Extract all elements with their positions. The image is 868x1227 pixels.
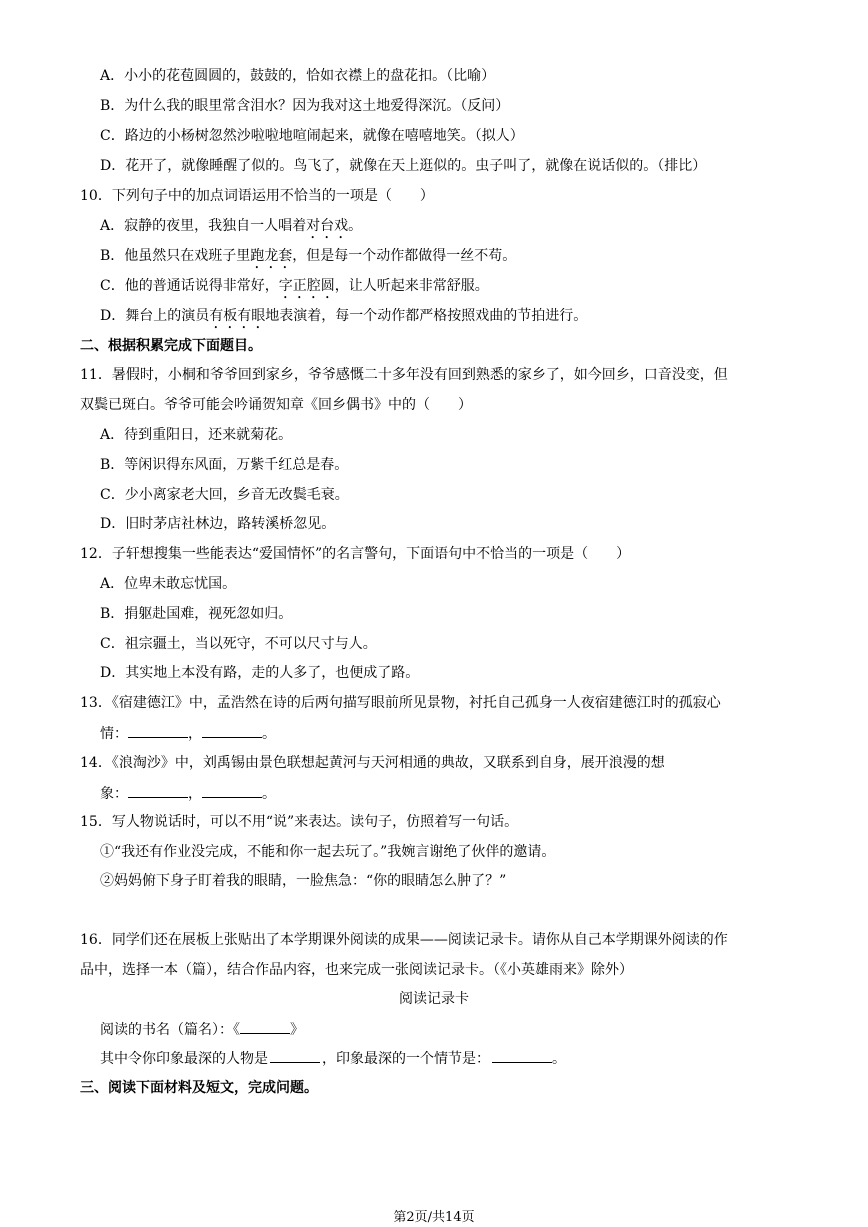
q11-option-a: A．待到重阳日，还来就菊花。 (100, 427, 293, 443)
section-2-heading: 二、根据积累完成下面题目。 (80, 338, 262, 354)
q13-stem: 13．《宿建德江》中，孟浩然在诗的后两句描写眼前所见景物，衬托自己孤身一人夜宿建德江时的孤寂心 (80, 695, 721, 711)
q14-answer-line: 象： ， 。 (100, 783, 276, 804)
q15-example-1: ①“我还有作业没完成，不能和你一起去玩了。”我婉言谢绝了伙伴的邀请。 (100, 844, 556, 860)
q13-answer-label: 情： (100, 726, 128, 742)
person-label: 其中令你印象最深的人物是 (100, 1051, 268, 1067)
q11-option-d: D．旧时茅店社林边，路转溪桥忽见。 (100, 516, 336, 532)
q10-b-text: B．他虽然只在戏班子里 (100, 248, 251, 264)
person-blank[interactable] (270, 1048, 320, 1063)
q10-option-d (100, 306, 587, 332)
q10-a-text-end: 。 (348, 218, 363, 234)
q10-stem: 10．下列句子中的加点词语运用不恰当的一项是（ ） (80, 188, 434, 204)
q11-stem-line1: 11．暑假时，小桐和爷爷回到家乡，爷爷感慨二十多年没有回到熟悉的家乡了，如今回乡，口音没变，但 (80, 367, 728, 383)
q10-a-text: A．寂静的夜里，我独自一人唱着 (100, 218, 307, 234)
q10-option-a (100, 216, 362, 242)
plot-blank[interactable] (492, 1048, 552, 1063)
q14-blank-1[interactable] (128, 783, 188, 798)
q12-option-d: D．其实地上本没有路，走的人多了，也便成了路。 (100, 665, 420, 681)
q14-answer-label: 象： (100, 786, 128, 802)
q15-stem: 15．写人物说话时，可以不用“说”来表达。读句子，仿照着写一句话。 (80, 814, 519, 830)
reading-card-book-line: 阅读的书名（篇名）：《 》 (100, 1019, 304, 1040)
plot-label: ，印象最深的一个情节是： (322, 1051, 490, 1067)
reading-card-title: 阅读记录卡 (399, 991, 469, 1007)
q10-option-b (100, 246, 516, 272)
q9-option-a: A．小小的花苞圆圆的，鼓鼓的，恰如衣襟上的盘花扣。（比喻） (100, 68, 496, 84)
q10-b-text-end: ，但是每一个动作都做得一丝不苟。 (292, 248, 517, 264)
q14-blank-2[interactable] (202, 783, 262, 798)
q13-blank-1[interactable] (128, 723, 188, 738)
q16-stem-line2: 品中，选择一本（篇），结合作品内容，也来完成一张阅读记录卡。（《小英雄雨来》除外） (80, 962, 633, 978)
q10-d-dotted-word: 有板有眼 (209, 308, 266, 324)
q10-d-text-end: 地表演着，每一个动作都严格按照戏曲的节拍进行。 (265, 308, 588, 324)
q10-c-dotted-word: 字正腔圆 (278, 278, 335, 294)
q10-b-dotted-word: 跑龙套 (250, 248, 293, 264)
q15-example-2: ②妈妈俯下身子盯着我的眼睛，一脸焦急：“你的眼睛怎么肿了？” (100, 873, 507, 889)
q13-blank-2[interactable] (202, 723, 262, 738)
q10-c-text-end: ，让人听起来非常舒服。 (334, 278, 489, 294)
q11-option-c: C．少小离家老大回，乡音无改鬓毛衰。 (100, 487, 349, 503)
q10-c-text: C．他的普通话说得非常好， (100, 278, 279, 294)
reading-card-person-line: 其中令你印象最深的人物是 ，印象最深的一个情节是： 。 (100, 1048, 566, 1069)
q11-option-b: B．等闲识得东风面，万紫千红总是春。 (100, 457, 349, 473)
q12-option-c: C．祖宗疆土，当以死守，不可以尺寸与人。 (100, 636, 377, 652)
book-name-blank[interactable] (240, 1019, 290, 1034)
q10-option-c (100, 276, 489, 302)
q16-stem-line1: 16．同学们还在展板上张贴出了本学期课外阅读的成果——阅读记录卡。请你从自己本学期课外阅读的作 (80, 932, 728, 948)
q14-stem: 14．《浪淘沙》中，刘禹锡由景色联想起黄河与天河相通的典故，又联系到自身，展开浪漫的想 (80, 755, 665, 771)
q12-option-a: A．位卑未敢忘忧国。 (100, 576, 237, 592)
q12-stem: 12．子轩想搜集一些能表达“爱国情怀”的名言警句，下面语句中不恰当的一项是（ ） (80, 546, 631, 562)
q13-answer-line: 情： ， 。 (100, 723, 276, 744)
q10-a-dotted-word: 对台戏 (306, 218, 349, 234)
q12-option-b: B．捐躯赴国难，视死忽如归。 (100, 606, 293, 622)
q11-stem-line2: 双鬓已斑白。爷爷可能会吟诵贺知章《回乡偶书》中的（ ） (80, 397, 472, 413)
q9-option-b: B．为什么我的眼里常含泪水？因为我对这土地爱得深沉。（反问） (100, 98, 510, 114)
q9-option-c: C．路边的小杨树忽然沙啦啦地喧闹起来，就像在嘻嘻地笑。（拟人） (100, 128, 524, 144)
q9-option-d: D．花开了，就像睡醒了似的。鸟飞了，就像在天上逛似的。虫子叫了，就像在说话似的。（排比） (100, 158, 707, 174)
q10-d-text: D．舞台上的演员 (100, 308, 210, 324)
page-number: 第2页/共14页 (393, 1210, 475, 1225)
book-name-label: 阅读的书名（篇名）：《 (100, 1022, 240, 1038)
section-3-heading: 三、阅读下面材料及短文，完成问题。 (80, 1080, 318, 1096)
